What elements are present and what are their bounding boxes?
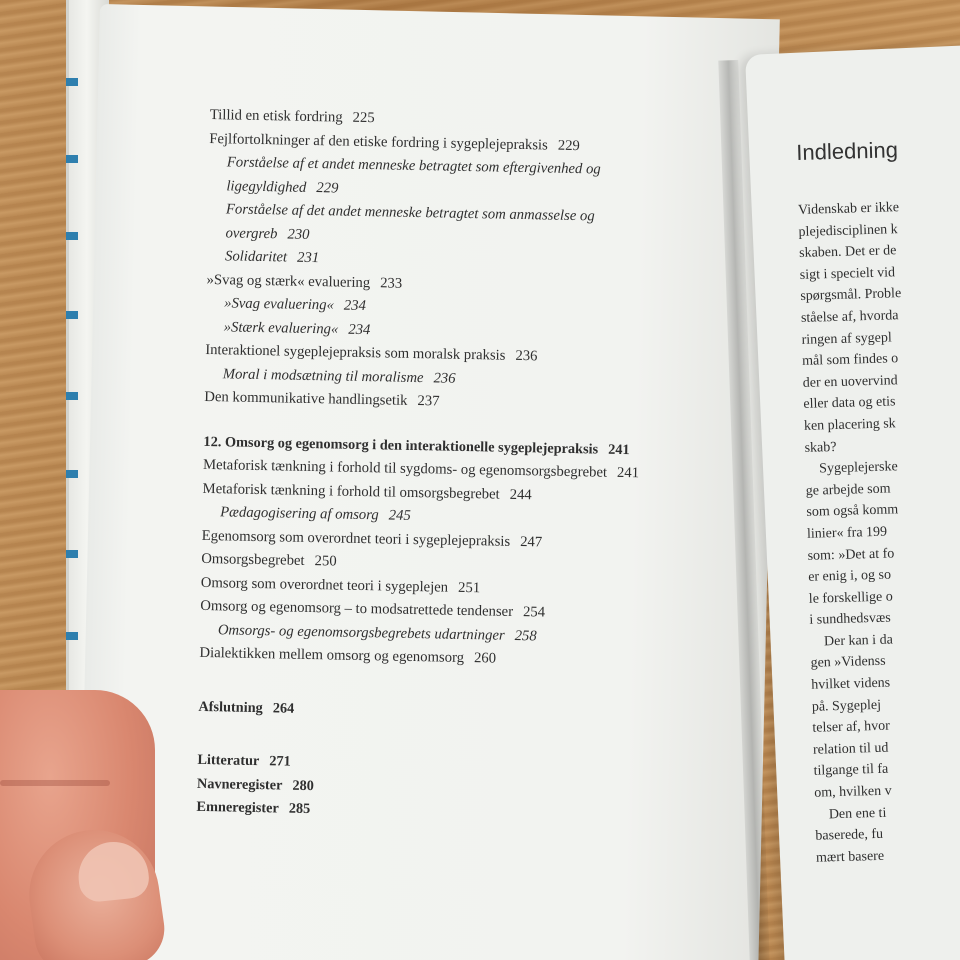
body-text-line: om, hvilken v [814,783,892,801]
page-edge-marker [66,311,78,319]
toc-entry-title: overgreb [225,224,278,242]
body-text-line: hvilket videns [811,675,891,693]
toc-page-number: 234 [343,297,367,315]
body-text-line: telser af, hvor [812,718,890,737]
toc-entry-title: Interaktionel sygeplejepraksis som moralsk praksis [205,341,506,364]
toc-entry-title: Omsorgs- og egenomsorgsbegrebets udartninger [217,621,505,644]
toc-entry-title: ligegyldighed [226,177,307,196]
toc-page-number: 280 [292,777,315,794]
toc-entry-title: Egenomsorg som overordnet teori i sygeplejepraksis [201,527,511,550]
toc-entry-title: Metaforisk tænkning i forhold til omsorgsbegrebet [202,480,500,503]
body-text-line: le forskellige o [808,589,893,607]
toc-page-number: 264 [272,699,295,717]
toc-entry-title: Emneregister [196,798,279,817]
body-text-line: plejedisciplinen k [798,221,898,240]
body-text-line: ståelse af, hvorda [800,308,899,326]
body-text-line: Videnskab er ikke [797,200,900,218]
toc-entry-title: Omsorg som overordnet teori i sygeplejen [200,574,449,596]
toc-page-number: 234 [348,321,371,338]
toc-page-number: 230 [287,226,310,243]
body-text-line: som også komm [806,502,899,521]
body-text-line: som: »Det at fo [807,545,895,564]
finger-crease [0,780,110,786]
toc-page-number: 237 [417,393,440,410]
toc-page-number: 225 [352,109,375,127]
toc-entry-title: Solidaritet [224,248,288,266]
body-text-line: der en uovervind [802,373,898,391]
body-text-line: relation til ud [812,740,889,758]
body-text-line: spørgsmål. Proble [800,286,902,305]
body-text-line: ken placering sk [803,416,896,434]
toc-entry-title: Forståelse af et andet menneske betragtet som eftergivenhed og [226,154,601,178]
body-text-line: er enig i, og so [808,567,892,585]
toc-entry-title: Litteratur [197,751,260,770]
toc-entry-title: Tillid en etisk fordring [209,106,343,126]
toc-entry-title: »Stærk evaluering« [223,318,339,338]
page-edge-marker [66,470,78,478]
page-edge-marker [66,232,78,240]
body-text-line: mål som findes o [801,351,899,370]
toc-page-number: 244 [509,486,532,503]
toc-page-number: 258 [514,627,537,644]
page-edge-marker [66,632,78,640]
toc-page-number: 233 [380,274,403,292]
toc-entry-title: Navneregister [196,775,283,794]
page-edge-marker [66,155,78,163]
body-text-line: baserede, fu [815,827,884,844]
toc-page-number: 260 [473,650,497,667]
toc-entry-title: Forståelse af det andet menneske betragtet som anmasselse og [225,201,595,225]
toc-page-number: 229 [557,137,581,154]
body-text-line: sigt i specielt vid [799,265,896,283]
toc-entry-title: 12. Omsorg og egenomsorg i den interaktionelle sygeplejepraksis [203,433,599,458]
toc-entry-title: Dialektikken mellem omsorg og egenomsorg [199,644,465,666]
body-text-line: på. Sygeplej [811,697,882,715]
toc-page-number: 271 [269,753,291,770]
right-page-text [796,137,918,869]
body-text-line: i sundhedsvæs [809,610,891,629]
toc-page-number: 245 [388,507,411,524]
right-page-body [798,197,918,869]
page-edge-marker [66,392,78,400]
toc-page-number: 285 [288,800,311,818]
body-text-line: tilgange til fa [813,762,889,780]
toc-entry-title: »Svag og stærk« evaluering [206,271,371,291]
body-text-line: Der kan i da [823,632,894,650]
body-text-line: ge arbejde som [805,481,891,499]
toc-page-number: 247 [520,533,543,550]
toc-entry-title: Pædagogisering af omsorg [220,504,379,524]
body-text-line: gen »Videnss [810,654,886,672]
body-text-line: skab? [804,439,837,456]
toc-page-number: 236 [515,347,538,365]
toc-entry-title: Omsorgsbegrebet [201,550,305,569]
body-text-line: skaben. Det er de [798,243,897,262]
body-text-line: linier« fra 199 [806,524,888,542]
toc-entry-title: Moral i modsætning til moralisme [222,365,424,386]
toc-page-number: 236 [433,369,456,387]
toc-entry-title: Afslutning [198,698,263,716]
toc-entry-title: Den kommunikative handlingsetik [204,388,408,409]
toc-entry-title: Metaforisk tænkning i forhold til sygdoms- og egenomsorgsbegrebet [202,456,608,481]
page-edge-marker [66,550,78,558]
body-text-line: Den ene ti [828,805,887,822]
toc-page-number: 231 [296,249,320,267]
toc-page-number: 241 [608,441,630,458]
toc-page-number: 241 [616,464,640,482]
body-text-line: Sygeplejerske [818,459,898,477]
body-text-line: eller data og etis [803,394,896,413]
toc-page-number: 254 [522,604,546,621]
toc-page-number: 250 [314,553,337,570]
page-edge-marker [66,78,78,86]
table-of-contents [196,104,750,830]
chapter-title: Indledning [796,137,899,165]
body-text-line: ringen af sygepl [801,329,892,348]
toc-entry-title: Fejlfortolkninger af den etiske fordring i sygeplejepraksis [209,130,548,153]
toc-entry-title: Omsorg og egenomsorg – to modsatrettede tendenser [200,597,514,620]
body-text-line: mært basere [815,848,885,866]
toc-entry-title: »Svag evaluering« [224,295,335,314]
toc-page-number: 251 [457,579,481,596]
toc-page-number: 229 [316,179,339,196]
